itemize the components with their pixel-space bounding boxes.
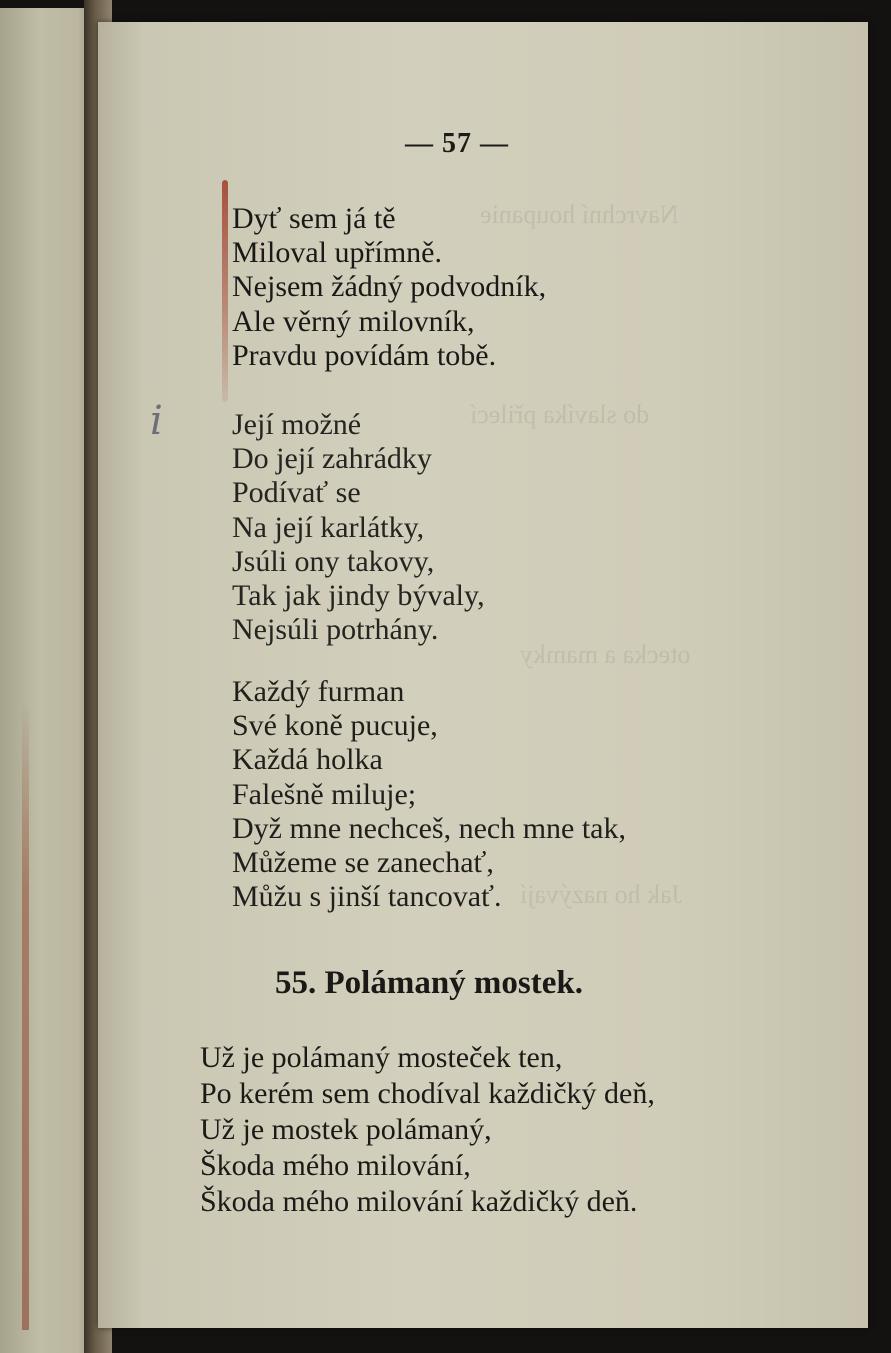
bleed-through-text: otecka a mamky — [520, 640, 691, 669]
verse-line: Dyť sem já tě — [232, 202, 396, 235]
verse-line: Její možné — [232, 408, 362, 441]
stanza — [232, 408, 485, 647]
verse-line: Na její karlátky, — [232, 510, 425, 544]
song-stanza — [200, 1040, 655, 1220]
verse-line: Každá holka — [232, 743, 383, 777]
verse-line: Do její zahrádky — [232, 442, 432, 476]
verse-line: Můžeme se zanechať, — [232, 846, 494, 880]
red-pencil-mark — [222, 180, 228, 402]
bleed-through-text: Jak ho nazývají — [520, 880, 682, 909]
verse-line: Škoda mého milování každičký deň. — [200, 1185, 638, 1218]
bleed-through-text: do slavíka přilecí — [470, 400, 650, 429]
verse-line: Jsúli ony takovy, — [232, 544, 435, 578]
verse-line: Nejsem žádný podvodník, — [232, 270, 547, 304]
pencil-margin-mark: i — [150, 398, 163, 444]
stanza — [232, 675, 626, 914]
verse-line: Po kerém sem chodíval každičký deň, — [200, 1077, 655, 1110]
verse-line: Každý furman — [232, 675, 405, 708]
verse-line: Škoda mého milování, — [200, 1149, 471, 1182]
verse-line: Nejsúli potrhány. — [232, 613, 439, 647]
page-number: — 57 — — [405, 128, 509, 159]
verse-line: Své koně pucuje, — [232, 709, 438, 743]
verse-line: Můžu s jinší tancovať. — [232, 880, 502, 914]
verse-line: Miloval upřímně. — [232, 236, 442, 270]
verse-line: Falešně miluje; — [232, 777, 417, 811]
verse-line: Už je mostek polámaný, — [200, 1113, 492, 1146]
verse-line: Tak jak jindy bývaly, — [232, 579, 485, 613]
stanza — [232, 202, 546, 373]
verse-line: Ale věrný milovník, — [232, 304, 475, 338]
verse-line: Už je polámaný mosteček ten, — [200, 1041, 563, 1074]
verse-line: Pravdu povídám tobě. — [232, 338, 497, 372]
binding-stain — [22, 700, 29, 1330]
verse-line: Dyž mne nechceš, nech mne tak, — [232, 811, 626, 845]
song-heading: 55. Polámaný mostek. — [275, 965, 583, 1001]
bleed-through-text: Navrchní houpanie — [480, 200, 679, 229]
verse-line: Podívať se — [232, 476, 361, 510]
